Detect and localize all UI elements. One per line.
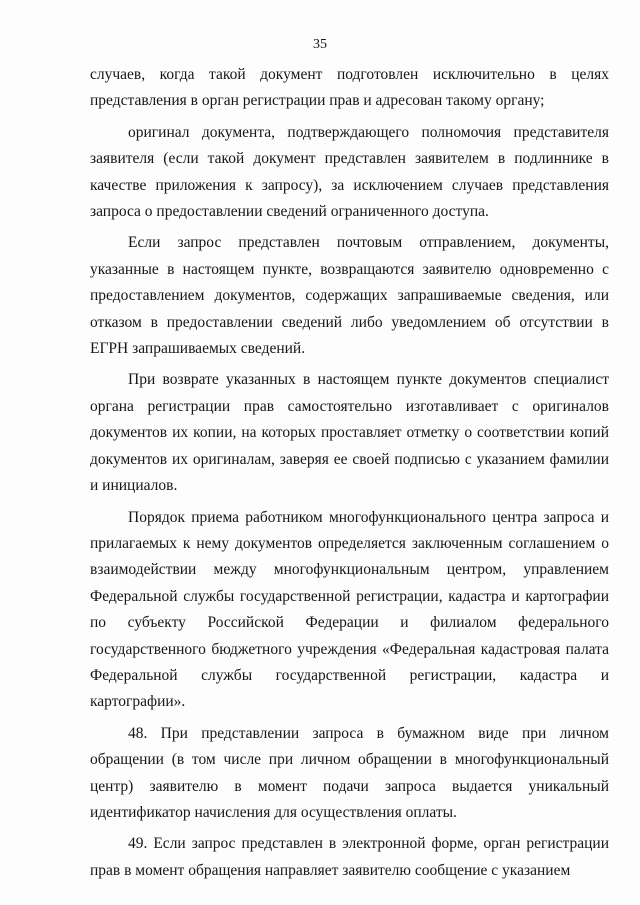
paragraph-item-48: 48. При представлении запроса в бумажном виде при личном обращении (в том числе при личном обращении в многофункциональный центр) заявителю в момент подачи запроса выдается уникальный идентификатор начисления для осуществления оплаты.: [90, 724, 609, 821]
paragraph-continued: случаев, когда такой документ подготовлен исключительно в целях представления в орган регистрации прав и адресован такому органу;: [90, 66, 609, 110]
paragraph-postal-request: Если запрос представлен почтовым отправлением, документы, указанные в настоящем пункте, возвращаются заявителю одновременно с предоставлением документов, содержащих запрашиваемые сведения, или отказом в предоставлении сведений либо уведомлением об отсутствии в ЕГРН запрашиваемых сведений.: [90, 234, 609, 358]
paragraph-document-return: При возврате указанных в настоящем пункте документов специалист органа регистрации прав самостоятельно изготавливает с оригиналов документов их копии, на которых проставляет отметку о соответствии копий документов их оригиналам, заверяя ее своей подписью с указанием фамилии и инициалов.: [90, 371, 609, 495]
page-number: 35: [313, 37, 327, 52]
document-body: [90, 62, 609, 889]
paragraph-mfc-procedure: Порядок приема работником многофункционального центра запроса и прилагаемых к нему документов определяется заключенным соглашением о взаимодействии между многофункциональным центром, управлением Федеральной службы государственной регистрации, кадастра и картографии по субъекту Российской Федерации и филиалом федерального государственного бюджетного учреждения «Федеральная кадастровая палата Федеральной службы государственной регистрации, кадастра и картографии».: [90, 508, 609, 711]
paragraph-original-document: оригинал документа, подтверждающего полномочия представителя заявителя (если такой документ представлен заявителем в подлиннике в качестве приложения к запросу), за исключением случаев представления запроса о предоставлении сведений ограниченного доступа.: [90, 123, 609, 221]
paragraph-item-49: 49. Если запрос представлен в электронной форме, орган регистрации прав в момент обращения направляет заявителю сообщение с указанием: [90, 835, 609, 879]
